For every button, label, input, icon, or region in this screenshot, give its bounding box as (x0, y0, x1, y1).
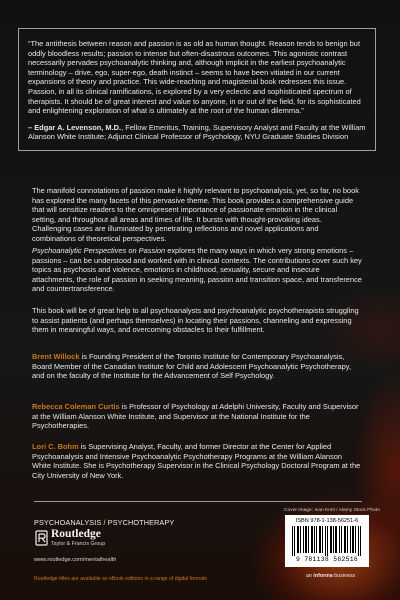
informa-business-label (306, 573, 355, 579)
author-name: Brent Willock (32, 352, 80, 361)
endorsement-quote-text: “The antithesis between reason and passion is as old as human thought. Reason tends to benign but oddly bloodless results; passion to intense but often-disastrous outcomes. This agonistic contrast necessarily pervades psychoanalytic thinking and, although implicit in the earliest psychoanalytic terminology – drive, ego, super-ego, death instinct – seems to have been vitiated in our current expansions of theory and practice. This wide-reaching and magisterial book redresses this issue. Passion, in all its clinical ramifications, is explored by a very eclectic and sophisticated spectrum of therapists. It should be of great interest and value to anyone, in or out of the field, for its sophisticated and enlightening exploration of what is ultimately at the root of the human dilemma.” (28, 39, 361, 116)
author-name: Rebecca Coleman Curtis (32, 402, 120, 411)
divider-rule (34, 501, 362, 502)
description-paragraph-3: This book will be of great help to all psychoanalysts and psychoanalytic psychotherapists struggling to assist patients (and perhaps themselves) in locating their passions, channeling and expressing them in meaningful ways, and overcoming obstacles to their fulfillment. (32, 306, 359, 335)
isbn-barcode-panel (285, 515, 369, 567)
description-paragraph-1: The manifold connotations of passion make it highly relevant to psychoanalysis, yet, so far, no book has explored the many facets of this pervasive theme. This book provides a comprehensive guide that will sensitize readers to the omnipresent importance of passionate emotion in the clinical setting, and throughout all areas and times of life. It bursts with thought-provoking ideas. Challenging cases are illuminated by penetrating reflections and novel applications and combinations of theoretical perspectives. (32, 186, 360, 243)
endorsement-author-name: – Edgar A. Levenson, M.D. (28, 122, 122, 132)
endorsement-attribution (28, 123, 366, 142)
author-bio-1 (32, 352, 362, 381)
author-bio-text: is Founding President of the Toronto Institute for Contemporary Psychoanalysis, Board Member of the Canadian Institute for Child and Adolescent Psychoanalytic Psychotherapy, and on the faculty of the Institute for the Advancement of Self Psychology. (32, 352, 352, 381)
informa-prefix: an (306, 573, 314, 579)
author-bio-text: is Professor of Psychology at Adelphi University, Faculty and Supervisor at the William Alanson White Institute, and Supervisor at the National Institute for the Psychotherapies. (32, 402, 359, 431)
description-paragraph-2 (32, 246, 362, 294)
author-bio-3 (32, 442, 362, 480)
informa-name: informa (313, 573, 333, 579)
endorsement-quote-box (18, 28, 376, 151)
cover-image-credit: Cover image: Ivan Kmit / Alamy Stock Photo (284, 508, 380, 513)
endorsement-author-credentials: , Fellow Emeritus, Training, Supervisory Analyst and Faculty at the William Alanson White Institute; Adjunct Clinical Professor of Psychology, NYU Graduate Studies Division (28, 122, 366, 142)
description-paragraph-2-text: explores the many ways in which very strong emotions – passions – can be understood and worked with in clinical contexts. The contributions cover such key topics as psychosis and violence, emotions in childhood, sexuality, secure and insecure attachments, the role of passion in seeking meaning, passion and transition space, and transference and countertransference. (32, 246, 362, 294)
author-name: Lori C. Bohm (32, 442, 79, 451)
barcode-number: 9 781138 562516 (295, 556, 359, 563)
publisher-name: Routledge (51, 528, 101, 540)
ebook-note: Routledge titles are available as eBook editions in a range of digital formats (34, 576, 208, 582)
barcode-icon (292, 526, 362, 556)
isbn-label: ISBN 978-1-138-56251-6 (295, 518, 359, 524)
informa-suffix: business (332, 573, 356, 579)
series-label: PSYCHOANALYSIS / PSYCHOTHERAPY (34, 518, 175, 527)
routledge-logo-icon (35, 530, 48, 546)
publisher-website: www.routledge.com/mentalhealth (34, 557, 117, 563)
author-bio-text: is Supervising Analyst, Faculty, and former Director at the Center for Applied Psychoanalysis and Intensive Psychoanalytic Psychotherapy Programs at the William Alanson White Institute. She is Psychotherapy Supervisor in the Clinical Psychology Doctoral Program at the City University of New York. (32, 442, 361, 480)
author-bio-2 (32, 402, 362, 431)
book-title-italic: Psychoanalytic Perspectives on Passion (32, 246, 166, 255)
publisher-group: Taylor & Francis Group (51, 541, 106, 547)
